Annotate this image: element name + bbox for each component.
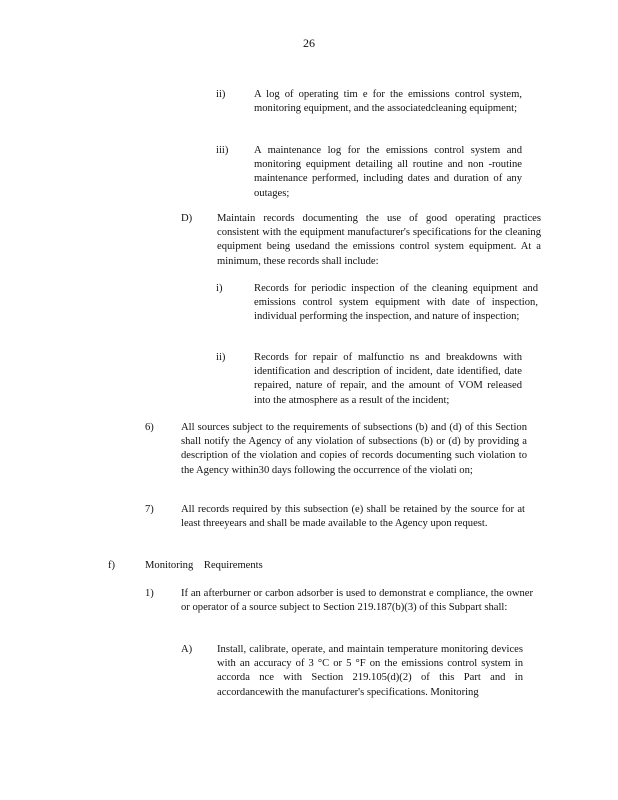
item-text: Records for periodic inspection of the cleaning equipment and emissions control system equipment with date of inspection, individual performing the inspection, and nature of inspection; [254, 283, 538, 323]
item-text: Records for repair of malfunctio ns and breakdowns with identification and description of incident, date identified, date repaired, nature of repair, and the amount of VOM released into the atmosphere as a result of the incident; [254, 352, 522, 406]
item-text: All records required by this subsection (e) shall be retained by the source for at least threeyears and shall be made available to the Agency upon request. [181, 504, 525, 530]
item-text: A log of operating tim e for the emissions control system, monitoring equipment, and the associatedcleaning equipment; [254, 89, 522, 115]
item-label: i) [216, 283, 223, 294]
item-text: All sources subject to the requirements of subsections (b) and (d) of this Section shall notify the Agency of any violation of subsections (b) or (d) by providing a description of the violation and copies of records documenting such violation to the Agency within30 days following the occurrence of the violati on; [181, 422, 527, 476]
item-label: ii) [216, 352, 226, 363]
item-text: A maintenance log for the emissions control system and monitoring equipment detailing all routine and non -routine maintenance performed, including dates and duration of any outages; [254, 145, 522, 199]
item-text: If an afterburner or carbon adsorber is used to demonstrat e compliance, the owner or operator of a source subject to Section 219.187(b)(3) of this Subpart shall: [181, 588, 533, 614]
item-label: 7) [145, 504, 154, 515]
item-label: ii) [216, 89, 226, 100]
item-text: Maintain records documenting the use of good operating practices consistent with the equipment manufacturer's specifications for the cleaning equipment being usedand the emissions control system equipment. At a minimum, these records shall include: [217, 213, 541, 267]
item-label: 1) [145, 588, 154, 599]
item-label: D) [181, 213, 193, 224]
page-number: 26 [303, 36, 315, 50]
item-label: A) [181, 644, 193, 655]
item-text: Install, calibrate, operate, and maintain temperature monitoring devices with an accuracy of 3 °C or 5 °F on the emissions control system in accorda nce with Section 219.105(d)(2) of this Part and in accordancewith the manufacturer's specifications. Monitoring [217, 644, 523, 698]
item-label: f) [108, 560, 116, 571]
item-label: 6) [145, 422, 154, 433]
item-label: iii) [216, 145, 229, 156]
item-text: Monitoring Requirements [145, 560, 263, 571]
